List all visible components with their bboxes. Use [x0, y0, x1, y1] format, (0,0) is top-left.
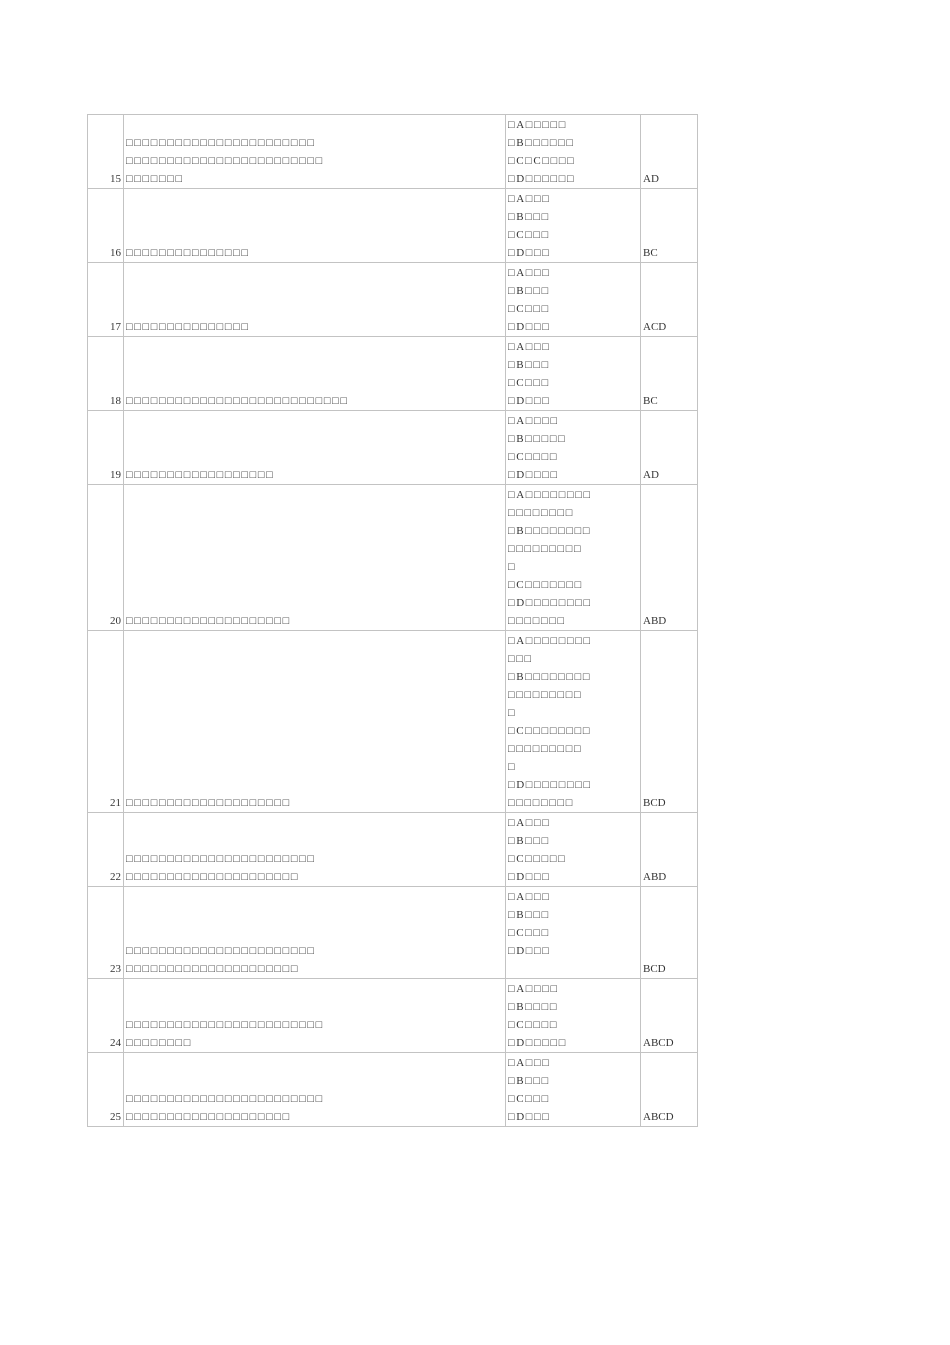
question-options: [506, 979, 641, 1053]
option-line: □A□□□: [508, 1057, 551, 1069]
question-row: [88, 485, 698, 631]
question-number: 15: [88, 115, 124, 189]
stem-line: □□□□□□□□□□□□□□□□□□□□: [126, 615, 291, 627]
question-answer: AD: [641, 411, 698, 485]
option-line: □A□□□: [508, 891, 551, 903]
question-answer: ABD: [641, 813, 698, 887]
question-answer: BCD: [641, 631, 698, 813]
question-stem: [124, 115, 506, 189]
question-number: 16: [88, 189, 124, 263]
option-line: □B□□□: [508, 359, 550, 371]
option-line: □A□□□: [508, 341, 551, 353]
option-line: □: [508, 561, 517, 573]
question-row: [88, 115, 698, 189]
question-answer: ABD: [641, 485, 698, 631]
question-row: [88, 813, 698, 887]
option-line: □A□□□□□□□□: [508, 635, 592, 647]
option-line: □B□□□□□□□□: [508, 671, 592, 683]
question-number: 24: [88, 979, 124, 1053]
option-line: □D□□□□□□□□: [508, 597, 592, 609]
option-line: □C□C□□□□: [508, 155, 576, 167]
question-number: 20: [88, 485, 124, 631]
question-stem: [124, 979, 506, 1053]
option-line: □□□□□□□□: [508, 507, 574, 519]
question-row: [88, 979, 698, 1053]
question-row: [88, 1053, 698, 1127]
question-answer: AD: [641, 115, 698, 189]
question-number: 21: [88, 631, 124, 813]
question-stem: [124, 263, 506, 337]
question-answer: BC: [641, 337, 698, 411]
option-line: □C□□□: [508, 229, 550, 241]
stem-line: □□□□□□□□□□□□□□□□□□□□□□□□: [126, 1019, 324, 1031]
question-answer: BC: [641, 189, 698, 263]
option-line: [508, 960, 638, 978]
option-line: □B□□□□□□: [508, 137, 575, 149]
option-line: □C□□□□□: [508, 853, 567, 865]
option-line: □A□□□: [508, 267, 551, 279]
option-line: □C□□□: [508, 303, 550, 315]
question-number: 19: [88, 411, 124, 485]
question-stem: [124, 337, 506, 411]
option-line: □A□□□□□: [508, 119, 568, 131]
question-stem: [124, 631, 506, 813]
question-options: [506, 887, 641, 979]
option-line: □C□□□: [508, 927, 550, 939]
stem-line: □□□□□□□□□□□□□□□: [126, 247, 250, 259]
stem-line: □□□□□□□□□□□□□□□□□□□□: [126, 1111, 291, 1123]
option-line: □B□□□: [508, 211, 550, 223]
stem-line: □□□□□□□□□□□□□□□□□□□□□: [126, 871, 300, 883]
question-table-body: [88, 115, 698, 1127]
question-row: [88, 337, 698, 411]
option-line: □C□□□□□□□□: [508, 725, 592, 737]
stem-line: □□□□□□□□□□□□□□□□□□□□□□□□□□□: [126, 395, 349, 407]
question-options: [506, 411, 641, 485]
question-number: 23: [88, 887, 124, 979]
question-answer: ACD: [641, 263, 698, 337]
question-number: 25: [88, 1053, 124, 1127]
stem-line: □□□□□□□□□□□□□□□□□□: [126, 469, 275, 481]
option-line: □C□□□: [508, 1093, 550, 1105]
option-line: □D□□□: [508, 321, 551, 333]
option-line: □B□□□□□: [508, 433, 567, 445]
question-row: [88, 887, 698, 979]
option-line: □A□□□: [508, 817, 551, 829]
option-line: □A□□□□: [508, 415, 559, 427]
option-line: □D□□□□□□□□: [508, 779, 592, 791]
question-options: [506, 189, 641, 263]
option-line: □C□□□□□□□: [508, 579, 583, 591]
stem-line: □□□□□□□□□□□□□□□□□□□□: [126, 797, 291, 809]
question-options: [506, 813, 641, 887]
question-number: 17: [88, 263, 124, 337]
question-row: [88, 263, 698, 337]
option-line: □A□□□□□□□□: [508, 489, 592, 501]
option-line: □C□□□□: [508, 451, 559, 463]
stem-line: □□□□□□□□: [126, 1037, 192, 1049]
question-stem: [124, 1053, 506, 1127]
question-options: [506, 1053, 641, 1127]
option-line: □B□□□: [508, 835, 550, 847]
question-stem: [124, 189, 506, 263]
option-line: □D□□□□: [508, 469, 559, 481]
question-number: 18: [88, 337, 124, 411]
option-line: □B□□□□□□□□: [508, 525, 592, 537]
question-options: [506, 115, 641, 189]
question-row: [88, 411, 698, 485]
option-line: □D□□□: [508, 395, 551, 407]
question-options: [506, 485, 641, 631]
question-number: 22: [88, 813, 124, 887]
question-stem: [124, 411, 506, 485]
stem-line: □□□□□□□□□□□□□□□: [126, 321, 250, 333]
question-row: [88, 631, 698, 813]
question-options: [506, 263, 641, 337]
option-line: □□□□□□□: [508, 615, 566, 627]
option-line: □D□□□: [508, 1111, 551, 1123]
option-line: □A□□□: [508, 193, 551, 205]
option-line: □□□□□□□□□: [508, 689, 583, 701]
option-line: □□□□□□□□□: [508, 543, 583, 555]
question-options: [506, 631, 641, 813]
option-line: □D□□□: [508, 945, 551, 957]
option-line: □D□□□□□□: [508, 173, 576, 185]
stem-line: □□□□□□□□□□□□□□□□□□□□□□□: [126, 853, 316, 865]
question-options: [506, 337, 641, 411]
option-line: □D□□□: [508, 247, 551, 259]
option-line: □□□□□□□□□: [508, 743, 583, 755]
option-line: □: [508, 707, 517, 719]
option-line: □□□: [508, 653, 533, 665]
option-line: □B□□□: [508, 1075, 550, 1087]
question-answer: ABCD: [641, 1053, 698, 1127]
stem-line: □□□□□□□: [126, 173, 184, 185]
stem-line: □□□□□□□□□□□□□□□□□□□□□□□: [126, 137, 316, 149]
option-line: □C□□□: [508, 377, 550, 389]
question-answer: BCD: [641, 887, 698, 979]
stem-line: □□□□□□□□□□□□□□□□□□□□□□□□: [126, 1093, 324, 1105]
stem-line: □□□□□□□□□□□□□□□□□□□□□□□□: [126, 155, 324, 167]
option-line: □D□□□: [508, 871, 551, 883]
question-table: [87, 114, 698, 1127]
option-line: □B□□□: [508, 909, 550, 921]
stem-line: □□□□□□□□□□□□□□□□□□□□□: [126, 963, 300, 975]
option-line: □D□□□□□: [508, 1037, 568, 1049]
option-line: □B□□□□: [508, 1001, 559, 1013]
stem-line: □□□□□□□□□□□□□□□□□□□□□□□: [126, 945, 316, 957]
option-line: □B□□□: [508, 285, 550, 297]
question-stem: [124, 485, 506, 631]
question-answer: ABCD: [641, 979, 698, 1053]
option-line: □A□□□□: [508, 983, 559, 995]
question-row: [88, 189, 698, 263]
question-stem: [124, 887, 506, 979]
option-line: □: [508, 761, 517, 773]
question-stem: [124, 813, 506, 887]
option-line: □C□□□□: [508, 1019, 559, 1031]
option-line: □□□□□□□□: [508, 797, 574, 809]
